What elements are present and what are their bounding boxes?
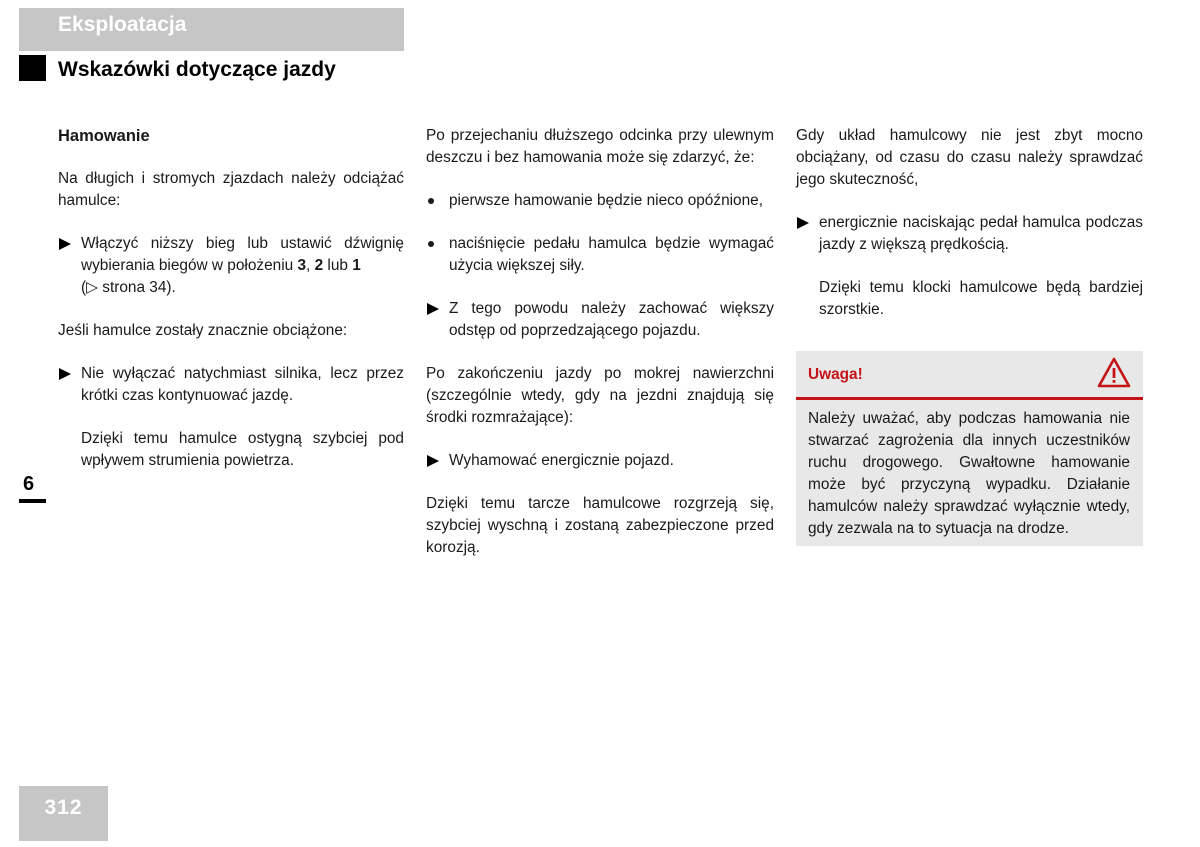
column-3 [796,125,1143,342]
separator: , [306,257,315,274]
result-note: Dzięki temu hamulce ostygną szybciej pod wpływem strumienia powietrza. [81,430,404,469]
warning-title: Uwaga! [808,366,863,383]
gear-position: 3 [297,257,307,274]
step-arrow-icon [427,455,439,467]
separator: lub [323,257,353,274]
step-text: Z tego powodu należy zachować większy odstęp od poprzedzającego pojazdu. [449,300,774,339]
paragraph: Gdy układ hamulcowy nie jest zbyt mocno obciążany, od czasu do czasu należy sprawdzać jego skuteczność, [796,127,1143,188]
step-arrow-icon [59,368,71,380]
page-reference[interactable]: strona 34). [97,279,176,296]
instruction-step [426,450,774,472]
step-text: Nie wyłączać natychmiast silnika, lecz przez krótki czas kontynuować jazdę. [81,365,404,404]
section-title: Wskazówki dotyczące jazdy [58,58,336,81]
column-1 [58,125,404,493]
paragraph: Jeśli hamulce zostały znacznie obciążone: [58,322,348,339]
bullet-item [426,190,774,212]
step-text: energicznie naciskając pedał hamulca podczas jazdy z większą prędkością. [819,214,1143,253]
section-marker [19,55,46,81]
instruction-step [58,363,404,407]
bullet-icon [428,241,434,247]
page-reference-open: ( [81,279,87,296]
chapter-title: Eksploatacja [58,13,187,36]
warning-triangle-icon [1096,355,1132,391]
bullet-item [426,233,774,277]
instruction-step [796,212,1143,256]
gear-position: 1 [352,257,361,274]
warning-box [796,351,1143,546]
bullet-icon [428,198,434,204]
warning-header [796,351,1143,400]
step-text: Wyhamować energicznie pojazd. [449,452,674,469]
step-arrow-icon [427,303,439,315]
chapter-tab-number: 6 [23,473,35,495]
bullet-text: pierwsze hamowanie będzie nieco opóźnione, [449,192,763,209]
result-note: Dzięki temu klocki hamulcowe będą bardziej szorstkie. [819,279,1143,318]
gear-position: 2 [314,257,324,274]
subsection-heading: Hamowanie [58,127,150,145]
step-arrow-icon [797,217,809,229]
paragraph: Dzięki temu tarcze hamulcowe rozgrzeją się, szybciej wyschną i zostaną zabezpieczone przed korozją. [426,495,774,556]
bullet-text: naciśnięcie pedału hamulca będzie wymagać użycia większej siły. [449,235,774,274]
chapter-tab-underline [19,499,46,503]
paragraph: Na długich i stromych zjazdach należy odciążać hamulce: [58,170,404,209]
instruction-step [58,233,404,299]
paragraph: Po zakończeniu jazdy po mokrej nawierzchni (szczególnie wtedy, gdy na jezdni znajdują się środki rozmrażające): [426,365,774,426]
page-number: 312 [44,796,83,819]
step-text: Włączyć niższy bieg lub ustawić dźwignię wybierania biegów w położeniu [81,235,404,274]
column-2 [426,125,774,580]
paragraph: Po przejechaniu dłuższego odcinka przy ulewnym deszczu i bez hamowania może się zdarzyć, że: [426,127,774,166]
warning-text: Należy uważać, aby podczas hamowania nie stwarzać zagrożenia dla innych uczestników ruchu drogowego. Gwałtowne hamowanie może być przyczyną wypadku. Działanie hamulców należy sprawdzać wyłącznie wtedy, gdy zezwala na to sytuacja na drodze. [808,410,1130,537]
page-reference-icon: ▷ [86,279,98,296]
instruction-step [426,298,774,342]
step-arrow-icon [59,238,71,250]
